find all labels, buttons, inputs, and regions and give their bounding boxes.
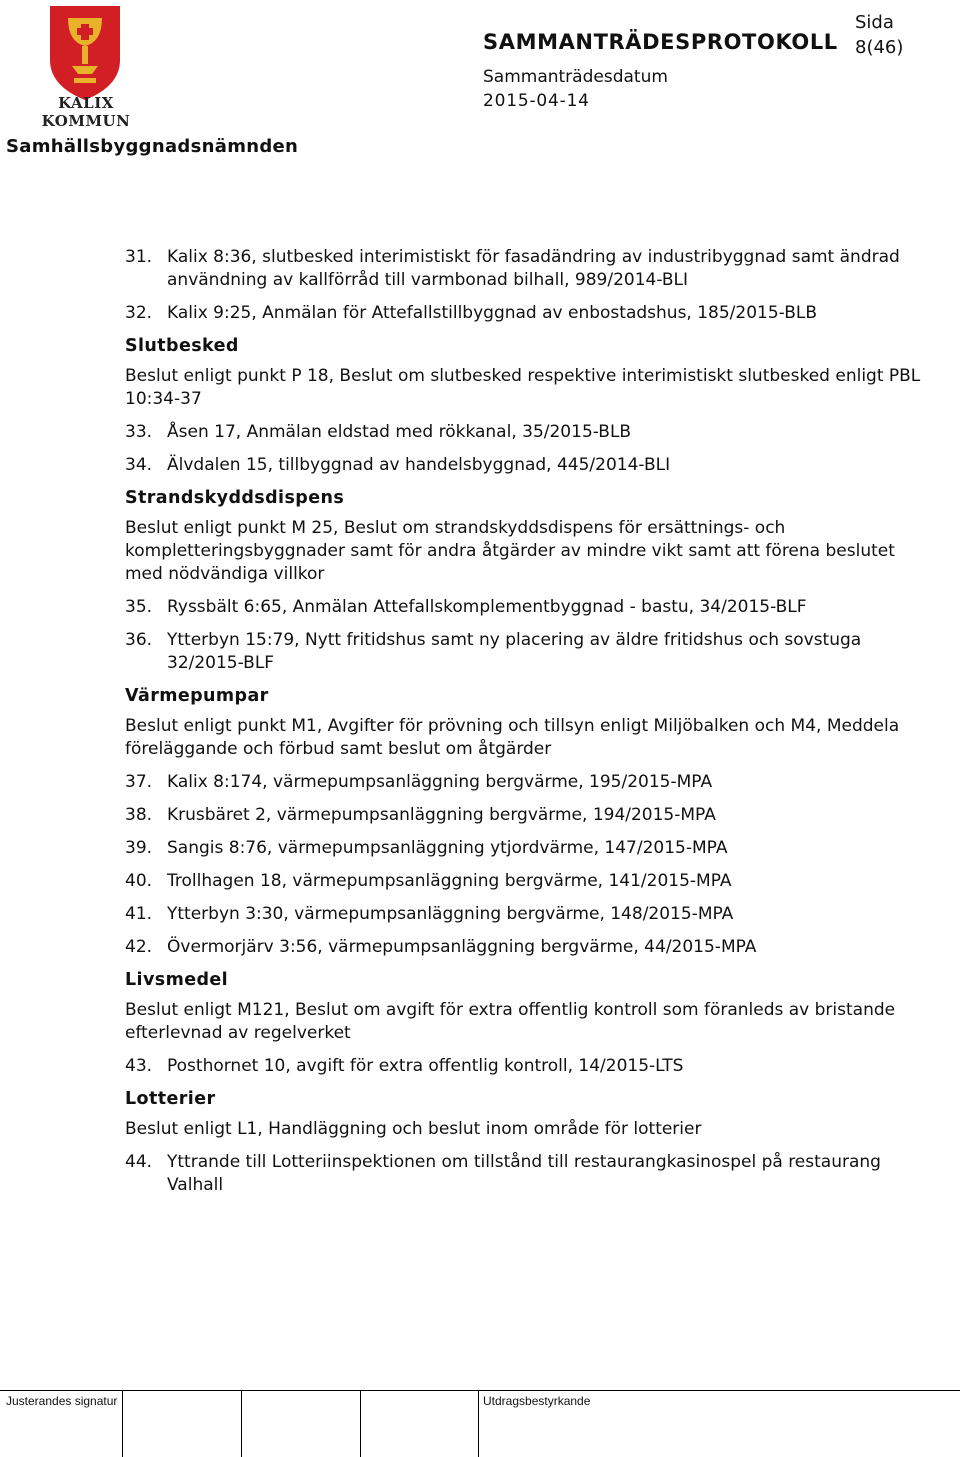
meeting-date-label: Sammanträdesdatum [483, 67, 668, 87]
page-label: Sida [855, 12, 894, 33]
item-number: 32. [125, 303, 153, 323]
list-item [125, 454, 925, 477]
item-number: 37. [125, 772, 153, 792]
item-text: Yttrande till Lotteriinspektionen om tillstånd till restaurangkasinospel på restaurang Valhall [167, 1152, 881, 1195]
item-text: Kalix 8:174, värmepumpsanläggning bergvärme, 195/2015-MPA [167, 772, 713, 792]
item-number: 43. [125, 1056, 153, 1076]
item-number: 40. [125, 871, 153, 891]
list-item [125, 596, 925, 619]
list-item [125, 804, 925, 827]
section-heading: Livsmedel [125, 970, 229, 990]
signature-footer [0, 1390, 960, 1457]
item-text: Kalix 9:25, Anmälan för Attefallstillbyggnad av enbostadshus, 185/2015-BLB [167, 303, 817, 323]
section-paragraph: Beslut enligt L1, Handläggning och beslut inom område för lotterier [125, 1119, 702, 1139]
list-item [125, 629, 925, 675]
item-text: Övermorjärv 3:56, värmepumpsanläggning bergvärme, 44/2015-MPA [167, 937, 757, 957]
list-item [125, 936, 925, 959]
section-heading: Strandskyddsdispens [125, 488, 345, 508]
list-item [125, 903, 925, 926]
item-number: 42. [125, 937, 153, 957]
list-item [125, 302, 925, 325]
section-paragraph: Beslut enligt punkt P 18, Beslut om slutbesked respektive interimistiskt slutbesked enligt PBL 10:34-37 [125, 366, 921, 409]
item-number: 38. [125, 805, 153, 825]
page-number: 8(46) [855, 37, 904, 58]
item-number: 34. [125, 455, 153, 475]
section-heading: Slutbesked [125, 336, 239, 356]
protocol-body [125, 246, 925, 1207]
item-text: Sangis 8:76, värmepumpsanläggning ytjordvärme, 147/2015-MPA [167, 838, 728, 858]
item-number: 36. [125, 630, 153, 650]
item-text: Posthornet 10, avgift för extra offentlig kontroll, 14/2015-LTS [167, 1056, 684, 1076]
list-item [125, 771, 925, 794]
list-item [125, 1151, 925, 1197]
item-number: 41. [125, 904, 153, 924]
kalix-kommun-logo [12, 4, 160, 130]
signature-divider [122, 1391, 123, 1457]
item-number: 39. [125, 838, 153, 858]
item-text: Krusbäret 2, värmepumpsanläggning bergvärme, 194/2015-MPA [167, 805, 716, 825]
item-text: Ytterbyn 3:30, värmepumpsanläggning bergvärme, 148/2015-MPA [167, 904, 734, 924]
signature-divider [478, 1391, 479, 1457]
item-text: Ytterbyn 15:79, Nytt fritidshus samt ny placering av äldre fritidshus och sovstuga 32/2015-BLF [167, 630, 862, 673]
item-text: Åsen 17, Anmälan eldstad med rökkanal, 35/2015-BLB [167, 422, 632, 442]
signature-divider [360, 1391, 361, 1457]
signature-label: Justerandes signatur [6, 1394, 118, 1408]
list-item [125, 1055, 925, 1078]
section-paragraph: Beslut enligt M121, Beslut om avgift för extra offentlig kontroll som föranleds av bristande efterlevnad av regelverket [125, 1000, 896, 1043]
logo-text: KALIX KOMMUN [41, 94, 131, 130]
list-item [125, 870, 925, 893]
document-title: SAMMANTRÄDESPROTOKOLL [483, 30, 838, 54]
committee-name: Samhällsbyggnadsnämnden [6, 136, 299, 157]
item-text: Ryssbält 6:65, Anmälan Attefallskomplementbyggnad - bastu, 34/2015-BLF [167, 597, 807, 617]
list-item [125, 837, 925, 860]
item-number: 35. [125, 597, 153, 617]
item-number: 44. [125, 1152, 153, 1172]
section-heading: Lotterier [125, 1089, 216, 1109]
item-text: Kalix 8:36, slutbesked interimistiskt för fasadändring av industribyggnad samt ändrad användning av kallförråd till varmbonad bilhall, 989/2014-BLI [167, 247, 900, 290]
signature-divider [241, 1391, 242, 1457]
section-paragraph: Beslut enligt punkt M1, Avgifter för prövning och tillsyn enligt Miljöbalken och M4, Meddela föreläggande och förbud samt beslut om åtgärder [125, 716, 900, 759]
list-item [125, 246, 925, 292]
section-paragraph: Beslut enligt punkt M 25, Beslut om strandskyddsdispens för ersättnings- och kompletteringsbyggnader samt för andra åtgärder av mindre vikt samt att förena beslutet med nödvändiga villkor [125, 518, 895, 584]
item-text: Älvdalen 15, tillbyggnad av handelsbyggnad, 445/2014-BLI [167, 455, 671, 475]
item-text: Trollhagen 18, värmepumpsanläggning bergvärme, 141/2015-MPA [167, 871, 732, 891]
section-heading: Värmepumpar [125, 686, 269, 706]
certification-label: Utdragsbestyrkande [483, 1394, 591, 1408]
item-number: 31. [125, 247, 153, 267]
item-number: 33. [125, 422, 153, 442]
list-item [125, 421, 925, 444]
meeting-date: 2015-04-14 [483, 91, 590, 111]
